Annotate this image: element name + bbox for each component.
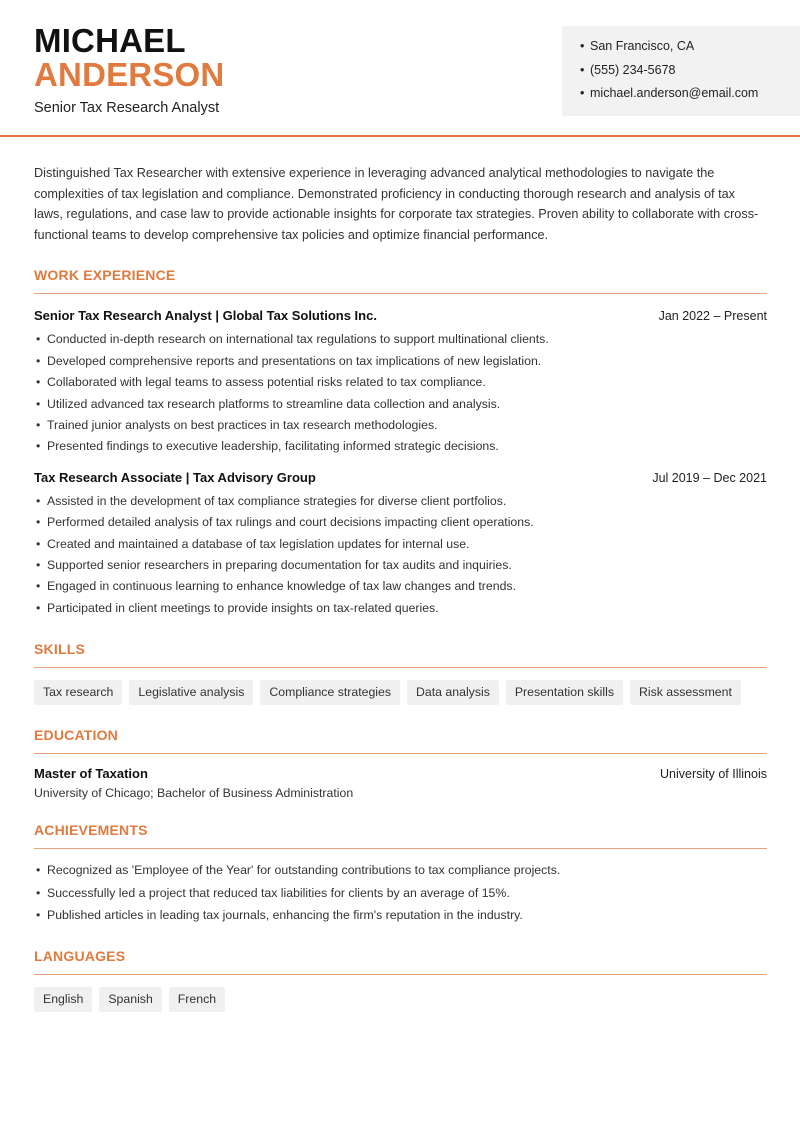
section-title-work: WORK EXPERIENCE (34, 267, 767, 294)
list-item: • Conducted in-depth research on international tax regulations to support multinational clients. (34, 329, 767, 350)
job-role: Senior Tax Research Analyst | Global Tax Solutions Inc. (34, 308, 377, 324)
list-item: • Successfully led a project that reduced tax liabilities for clients by an average of 15%. (34, 882, 767, 904)
contact-location (580, 38, 800, 62)
skill-tag: Compliance strategies (260, 680, 400, 705)
skill-tag: Tax research (34, 680, 122, 705)
list-item: • Presented findings to executive leadership, facilitating informed strategic decisions. (34, 436, 767, 457)
contact-box (562, 26, 800, 116)
job-dates: Jan 2022 – Present (658, 309, 767, 324)
job-bullets (34, 491, 767, 619)
language-tag: Spanish (99, 987, 161, 1012)
achievements-list (34, 859, 767, 926)
skill-tag: Presentation skills (506, 680, 623, 705)
bullet-icon: • (580, 39, 585, 53)
first-name: MICHAEL (34, 22, 186, 59)
summary: Distinguished Tax Researcher with extensive experience in leveraging advanced analytical methodologies to navigate the complexities of tax legislation and compliance. Demonstrated proficiency in conducting thorough research and analysis of tax laws, regulations, and case law to provide actionable insights for corporate tax strategies. Proven ability to collaborate with cross-functional teams to develop comprehensive tax policies and optimize financial performance. (34, 166, 759, 242)
job-role: Tax Research Associate | Tax Advisory Group (34, 469, 316, 485)
section-title-languages: LANGUAGES (34, 948, 767, 975)
section-title-achievements: ACHIEVEMENTS (34, 822, 767, 849)
list-item: • Performed detailed analysis of tax rulings and court decisions impacting client operations. (34, 512, 767, 533)
skill-tag: Data analysis (407, 680, 499, 705)
bullet-icon: • (580, 62, 585, 77)
education-degree: Master of Taxation (34, 766, 148, 782)
list-item: • Recognized as 'Employee of the Year' for outstanding contributions to tax compliance projects. (34, 859, 767, 881)
education-entry (34, 766, 767, 800)
job-bullets (34, 329, 767, 457)
section-title-skills: SKILLS (34, 641, 767, 668)
skills-list (34, 680, 767, 705)
name-block (34, 24, 224, 116)
education-detail: University of Chicago; Bachelor of Business Administration (34, 786, 354, 801)
list-item: • Collaborated with legal teams to assess potential risks related to tax compliance. (34, 372, 767, 393)
contact-location-text: San Francisco, CA (590, 39, 695, 53)
education-header (34, 766, 767, 781)
skill-tag: Risk assessment (630, 680, 741, 705)
skill-tag: Legislative analysis (129, 680, 253, 705)
contact-email (580, 85, 800, 109)
list-item: • Trained junior analysts on best practices in tax research methodologies. (34, 415, 767, 436)
contact-phone-text: (555) 234-5678 (590, 62, 676, 77)
job-dates: Jul 2019 – Dec 2021 (652, 470, 767, 485)
contact-email-text: michael.anderson@email.com (590, 86, 759, 100)
last-name: ANDERSON (34, 56, 225, 93)
list-item: • Engaged in continuous learning to enhance knowledge of tax law changes and trends. (34, 576, 767, 597)
languages-list (34, 987, 767, 1012)
contact-phone (580, 62, 800, 86)
education-school: University of Illinois (660, 767, 767, 782)
job-entry (34, 470, 767, 619)
job-header (34, 308, 767, 323)
list-item: • Published articles in leading tax journals, enhancing the firm's reputation in the industry. (34, 904, 767, 926)
resume-header (0, 0, 800, 137)
language-tag: English (34, 987, 92, 1012)
resume-content (34, 163, 767, 1012)
job-header (34, 470, 767, 485)
bullet-icon: • (580, 86, 585, 100)
job-entry (34, 308, 767, 457)
list-item: • Assisted in the development of tax compliance strategies for diverse client portfolios. (34, 491, 767, 512)
list-item: • Supported senior researchers in preparing documentation for tax audits and inquiries. (34, 555, 767, 576)
language-tag: French (169, 987, 225, 1012)
list-item: • Created and maintained a database of tax legislation updates for internal use. (34, 534, 767, 555)
list-item: • Utilized advanced tax research platforms to streamline data collection and analysis. (34, 394, 767, 415)
list-item: • Developed comprehensive reports and presentations on tax implications of new legislation. (34, 351, 767, 372)
list-item: • Participated in client meetings to provide insights on tax-related queries. (34, 598, 767, 619)
section-title-education: EDUCATION (34, 727, 767, 754)
job-title: Senior Tax Research Analyst (34, 100, 220, 116)
